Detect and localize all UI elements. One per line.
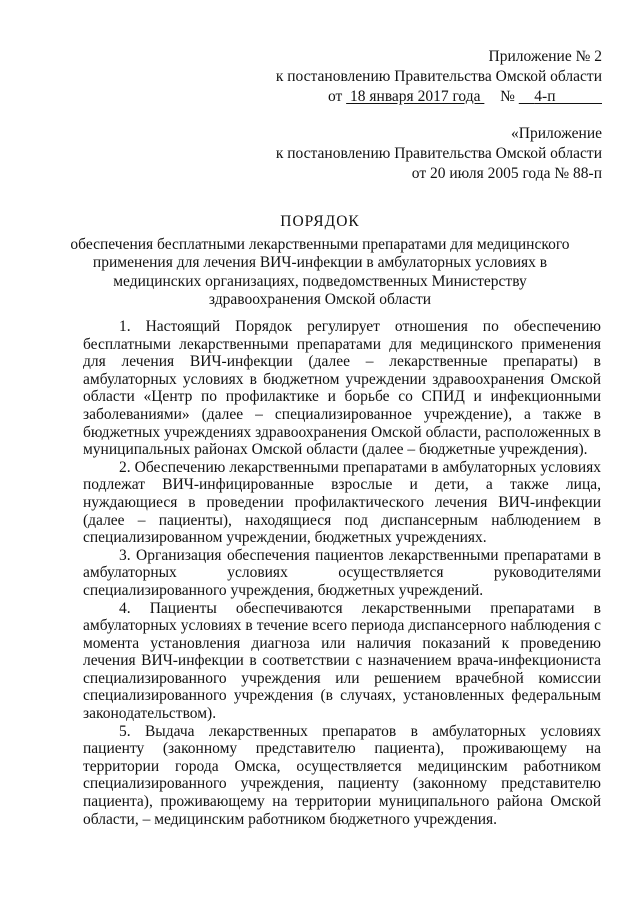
document-heading: ПОРЯДОК xyxy=(280,213,360,230)
number-sign: № xyxy=(500,88,515,105)
original-appendix-title: «Приложение xyxy=(511,125,602,142)
paragraph-2: 2. Обеспечению лекарственными препаратами в амбулаторных условиях подлежат ВИЧ-инфицированные взрослые и дети, а также лица, нуждающиеся в проведении профилактического лечения ВИЧ-инфекции (далее – пациенты), находящиеся под диспансерным наблюдением в специализированном учреждении, бюджетных учреждениях. xyxy=(83,458,601,547)
resolution-date: 18 января 2017 года xyxy=(350,88,481,105)
date-prefix: от xyxy=(327,88,343,105)
original-date-line: от 20 июля 2005 года № 88-п xyxy=(411,165,602,182)
appendix-original-header xyxy=(276,124,602,184)
paragraph-4: 4. Пациенты обеспечиваются лекарственными препаратами в амбулаторных условиях в течение всего периода диспансерного наблюдения с момента установления диагноза или наличия показаний к проведению лечения ВИЧ-инфекции в соответствии с назначением врача-инфекциониста специализированного учреждения или решением врачебной комиссии специализированного учреждения (в случаях, установленных федеральным законодательством). xyxy=(83,599,601,723)
appendix-date-line xyxy=(276,87,602,107)
appendix-resolution-ref: к постановлению Правительства Омской области xyxy=(275,68,602,85)
appendix-current-header xyxy=(276,47,602,107)
paragraph-5: 5. Выдача лекарственных препаратов в амбулаторных условиях пациенту (законному представителю пациента), проживающему на территории города Омска, осуществляется медицинским работником специализированного учреждения, пациенту (законному представителю пациента), проживающему на территории муниципального района Омской области, – медицинским работником бюджетного учреждения. xyxy=(83,722,601,828)
paragraph-3: 3. Организация обеспечения пациентов лекарственными препаратами в амбулаторных условиях осуществляется руководителями специализированного учреждения, бюджетных учреждений. xyxy=(83,546,601,599)
resolution-number: 4-п xyxy=(534,88,556,105)
appendix-number: Приложение № 2 xyxy=(488,48,602,65)
paragraph-1: 1. Настоящий Порядок регулирует отношения по обеспечению бесплатными лекарственными препаратами для медицинского применения для лечения ВИЧ-инфекции (далее – лекарственные препараты) в амбулаторных условиях в бюджетном учреждении здравоохранения Омской области «Центр по профилактике и борьбе со СПИД и инфекционными заболеваниями» (далее – специализированное учреждение), а также в бюджетных учреждениях здравоохранения Омской области, расположенных в муниципальных районах Омской области (далее – бюджетные учреждения). xyxy=(83,318,601,459)
original-resolution-ref: к постановлению Правительства Омской области xyxy=(275,145,602,162)
document-subheading: обеспечения бесплатными лекарственными препаратами для медицинского применения для лечения ВИЧ-инфекции в амбулаторных условиях в медицинских организациях, подведомственных Министерству здравоохранения Омской области xyxy=(70,235,570,308)
document-body xyxy=(83,318,601,828)
document-title-block xyxy=(60,213,580,310)
